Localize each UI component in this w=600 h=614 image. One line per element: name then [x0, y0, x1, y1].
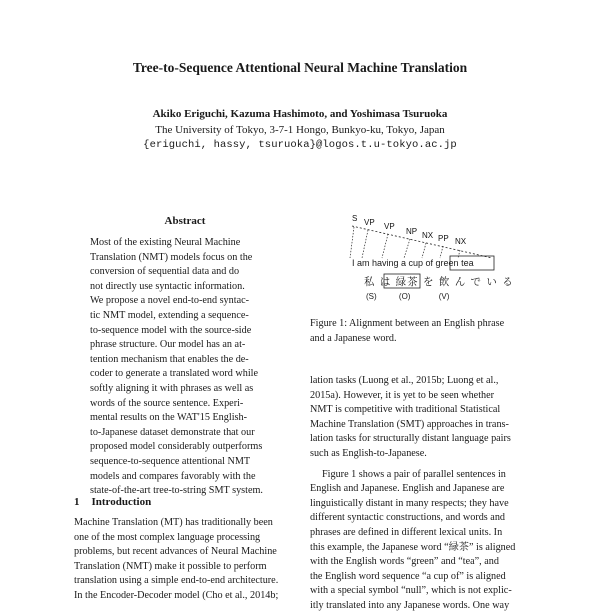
figure-1-caption: [310, 317, 532, 346]
author-list: Akiko Eriguchi, Kazuma Hashimoto, and Yoshimasa Tsuruoka: [152, 108, 448, 120]
tree-node-label: NX: [422, 231, 434, 240]
body-line: Figure 1 shows a pair of parallel sentences in: [322, 468, 506, 480]
figure-role-labels: [366, 292, 449, 301]
body-line: translation using a simple end-to-end architecture.: [74, 575, 279, 587]
abstract-line: sequence-to-sequence attentional NMT: [90, 455, 251, 467]
affiliation: The University of Tokyo, 3-7-1 Hongo, Bunkyo-ku, Tokyo, Japan: [155, 124, 445, 136]
abstract-line: proposed model considerably outperforms: [90, 441, 263, 453]
body-line: linguistically distant in many respects; they have: [310, 497, 509, 509]
body-line: Machine Translation (MT) has traditionally been: [74, 517, 273, 528]
body-line: the English word sequence “a cup of” is aligned: [310, 570, 506, 582]
introduction-body: [74, 516, 296, 604]
caption-line: Figure 1: Alignment between an English phrase: [310, 318, 505, 329]
right-column-body: [310, 374, 532, 614]
figure-english-sentence: I am having a cup of green tea: [352, 258, 474, 268]
abstract-line: We propose a novel end-to-end syntac-: [90, 295, 250, 307]
body-line: lation tasks for structurally distant language pairs: [310, 433, 511, 445]
body-line: with a special symbol “null”, which is not explic-: [310, 585, 512, 597]
tree-node-label: PP: [438, 234, 449, 243]
tree-node-label: NX: [455, 237, 467, 246]
figure-1: [340, 208, 514, 308]
body-line: In the Encoder-Decoder model (Cho et al., 2014b;: [74, 589, 279, 601]
abstract-line: to-sequence model with the source-side: [90, 324, 252, 336]
abstract-line: phrase structure. Our model has an at-: [90, 339, 246, 351]
tree-node-label: NP: [406, 227, 418, 236]
abstract-line: tic NMT model, extending a sequence-: [90, 309, 249, 321]
abstract-line: conversion of sequential data and do: [90, 266, 240, 278]
abstract-heading: Abstract: [164, 215, 206, 227]
body-line: 2015a). However, it is yet to be seen whether: [310, 389, 495, 401]
abstract-line: softly aligning it with phrases as well as: [90, 382, 254, 394]
tree-node-label: VP: [364, 218, 375, 227]
abstract-line: to-Japanese dataset demonstrate that our: [90, 426, 255, 438]
body-line: English and Japanese. English and Japanese are: [310, 483, 505, 495]
abstract-line: words of the source sentence. Experi-: [90, 397, 244, 409]
body-line: such as English-to-Japanese.: [310, 447, 427, 459]
abstract-line: models and compares favorably with the: [90, 470, 256, 482]
body-line: phrases are defined in different lexical units. In: [310, 526, 503, 538]
abstract-line: Most of the existing Neural Machine: [90, 237, 241, 248]
body-line: NMT is competitive with traditional Statistical: [310, 404, 501, 416]
role-subject: (S): [366, 292, 377, 301]
section-number: 1: [74, 496, 80, 508]
tree-node-label: S: [352, 214, 358, 223]
abstract-line: Translation (NMT) models focus on the: [90, 251, 253, 263]
body-line: itly translated into any Japanese words. One way: [310, 599, 510, 611]
abstract-line: coder to generate a translated word while: [90, 368, 259, 380]
abstract-line: tention mechanism that enables the de-: [90, 353, 249, 365]
section-title: Introduction: [91, 496, 152, 508]
body-line: lation tasks (Luong et al., 2015b; Luong et al.,: [310, 375, 499, 386]
abstract-line: not directly use syntactic information.: [90, 280, 245, 292]
role-object: (O): [398, 292, 411, 301]
tree-node-label: VP: [384, 222, 395, 231]
body-line: different syntactic constructions, and words and: [310, 512, 506, 524]
body-line: problems, but recent advances of Neural Machine: [74, 546, 277, 558]
author-emails: {eriguchi, hassy, tsuruoka}@logos.t.u-tokyo.ac.jp: [143, 139, 457, 151]
paper-title: Tree-to-Sequence Attentional Neural Machine Translation: [132, 60, 468, 75]
abstract-body: [90, 236, 280, 499]
abstract-line: state-of-the-art tree-to-string SMT system.: [90, 485, 263, 497]
role-verb: (V): [438, 292, 450, 301]
caption-line: and a Japanese word.: [310, 332, 397, 344]
figure-japanese-sentence: 私 は 緑茶 を 飲 ん で い る: [364, 276, 514, 288]
body-line: Machine Translation (SMT) approaches in trans-: [310, 418, 509, 430]
body-line: one of the most complex language processing: [74, 531, 261, 543]
body-line: this example, the Japanese word “緑茶” is aligned: [310, 541, 516, 553]
abstract-line: mental results on the WAT'15 English-: [90, 412, 247, 424]
body-line: with the English words “green” and “tea”, and: [310, 556, 499, 568]
body-line: Translation (NMT) make it possible to perform: [74, 560, 267, 572]
section-heading-introduction: [74, 496, 151, 508]
